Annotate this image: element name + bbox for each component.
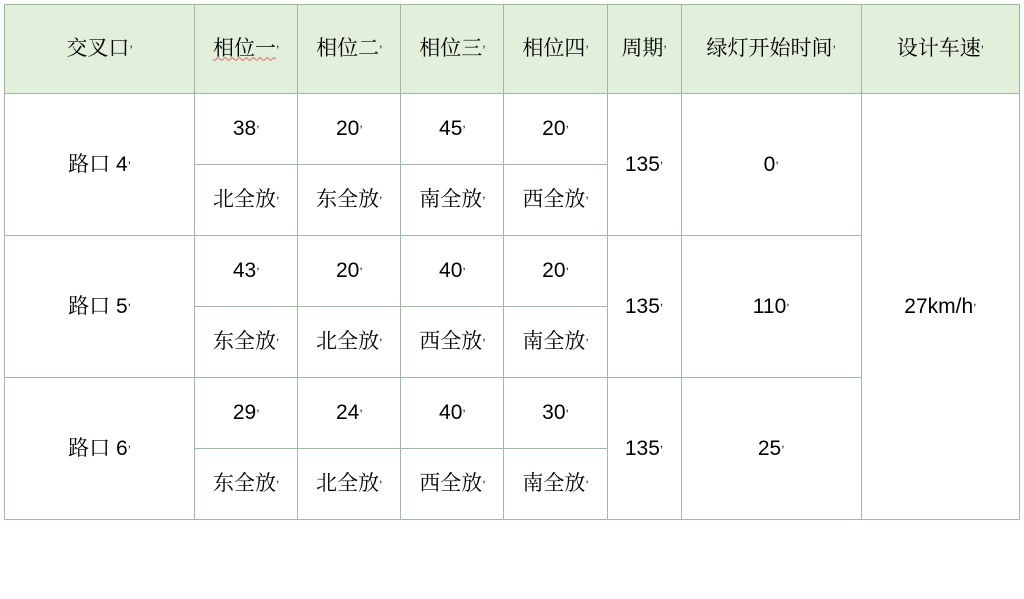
comma-mark: , [659, 435, 664, 450]
comma-mark: , [482, 36, 486, 51]
comma-mark: , [359, 258, 363, 273]
green-start-value: 110 [752, 294, 787, 318]
comma-mark: , [276, 187, 280, 202]
row-intersection-name [5, 94, 195, 236]
phase-direction-value: 南全放 [522, 472, 586, 496]
header-phase-4 [504, 5, 607, 94]
comma-mark: , [276, 329, 280, 344]
phase-duration-value: 24 [335, 401, 360, 425]
phase-duration-value: 30 [542, 401, 566, 425]
comma-mark: , [659, 293, 664, 308]
comma-mark: , [127, 435, 132, 450]
comma-mark: , [462, 400, 466, 415]
comma-mark: , [127, 151, 132, 166]
green-start-value: 25 [757, 436, 782, 460]
comma-mark: , [973, 293, 977, 308]
comma-mark: , [565, 258, 569, 273]
comma-mark: , [786, 293, 790, 308]
comma-mark: , [379, 471, 383, 486]
phase-direction [504, 449, 607, 520]
header-phase-1 [195, 5, 298, 94]
phase-direction-value: 西全放 [419, 472, 483, 496]
document-page [0, 4, 1024, 599]
phase-duration [401, 236, 504, 307]
phase-duration [504, 94, 607, 165]
phase-direction-value: 西全放 [522, 188, 586, 212]
intersection-label: 路口 5 [68, 294, 128, 318]
phase-duration [298, 94, 401, 165]
cycle-value: 135 [624, 294, 660, 318]
comma-mark: , [359, 116, 363, 131]
header-phase-2-label: 相位二 [316, 37, 380, 61]
comma-mark: , [565, 400, 569, 415]
comma-mark: , [256, 116, 260, 131]
phase-duration [504, 378, 607, 449]
comma-mark: , [832, 36, 836, 51]
phase-direction-value: 南全放 [419, 188, 483, 212]
header-phase-3 [401, 5, 504, 94]
phase-duration-value: 43 [232, 259, 257, 283]
comma-mark: , [585, 471, 589, 486]
green-start-value: 0 [763, 152, 776, 176]
phase-direction-value: 南全放 [522, 330, 586, 354]
phase-duration [504, 236, 607, 307]
comma-mark: , [256, 400, 260, 415]
phase-duration [298, 378, 401, 449]
phase-direction-value: 北全放 [316, 330, 380, 354]
header-cycle-label: 周期 [621, 37, 664, 61]
phase-direction-value: 北全放 [213, 188, 277, 212]
phase-duration [195, 236, 298, 307]
row-intersection-name [5, 378, 195, 520]
comma-mark: , [462, 258, 466, 273]
intersection-label: 路口 6 [68, 436, 128, 460]
comma-mark: , [482, 329, 486, 344]
phase-duration [401, 378, 504, 449]
phase-direction-value: 西全放 [419, 330, 483, 354]
phase-duration-value: 40 [439, 259, 463, 283]
comma-mark: , [585, 329, 589, 344]
table-row [5, 94, 1020, 165]
phase-duration-value: 38 [232, 117, 257, 141]
phase-direction [195, 449, 298, 520]
comma-mark: , [565, 116, 569, 131]
header-cycle [607, 5, 681, 94]
phase-duration [298, 236, 401, 307]
comma-mark: , [482, 187, 486, 202]
comma-mark: , [781, 435, 785, 450]
phase-direction [504, 307, 607, 378]
phase-direction [504, 165, 607, 236]
row-green-start [681, 94, 861, 236]
signal-timing-table [4, 4, 1020, 520]
phase-duration [195, 378, 298, 449]
header-design-speed-label: 设计车速 [896, 37, 981, 61]
phase-direction [298, 449, 401, 520]
row-intersection-name [5, 236, 195, 378]
comma-mark: , [276, 471, 280, 486]
comma-mark: , [127, 293, 132, 308]
header-intersection-label: 交叉口 [66, 37, 130, 61]
phase-direction [401, 449, 504, 520]
phase-duration-value: 29 [232, 401, 257, 425]
table-body [5, 94, 1020, 520]
row-green-start [681, 236, 861, 378]
phase-duration-value: 20 [542, 259, 566, 283]
header-phase-4-label: 相位四 [522, 37, 586, 61]
phase-duration [195, 94, 298, 165]
phase-direction-value: 东全放 [213, 330, 277, 354]
comma-mark: , [129, 36, 133, 51]
row-green-start [681, 378, 861, 520]
comma-mark: , [980, 36, 985, 51]
comma-mark: , [359, 400, 363, 415]
header-phase-3-label: 相位三 [419, 37, 483, 61]
phase-direction-value: 东全放 [213, 472, 277, 496]
header-phase-1-label: 相位一 [213, 37, 277, 61]
header-green-start [681, 5, 861, 94]
comma-mark: , [276, 36, 280, 51]
phase-direction [401, 307, 504, 378]
cycle-value: 135 [624, 436, 660, 460]
comma-mark: , [462, 116, 466, 131]
header-intersection [5, 5, 195, 94]
phase-direction [401, 165, 504, 236]
comma-mark: , [585, 36, 589, 51]
phase-direction-value: 东全放 [316, 188, 380, 212]
phase-direction-value: 北全放 [316, 472, 380, 496]
comma-mark: , [482, 471, 486, 486]
phase-duration [401, 94, 504, 165]
phase-direction [298, 307, 401, 378]
comma-mark: , [585, 187, 589, 202]
phase-duration-value: 20 [335, 117, 360, 141]
table-header [5, 5, 1020, 94]
comma-mark: , [379, 36, 383, 51]
header-phase-2 [298, 5, 401, 94]
cycle-value: 135 [624, 152, 660, 176]
phase-duration-value: 40 [439, 401, 463, 425]
comma-mark: , [256, 258, 260, 273]
header-green-start-label: 绿灯开始时间 [706, 37, 833, 61]
design-speed-cell [861, 94, 1019, 520]
phase-duration-value: 45 [439, 117, 463, 141]
comma-mark: , [775, 151, 779, 166]
row-cycle [607, 378, 681, 520]
row-cycle [607, 236, 681, 378]
phase-duration-value: 20 [335, 259, 360, 283]
header-row [5, 5, 1020, 94]
comma-mark: , [659, 151, 664, 166]
phase-duration-value: 20 [542, 117, 566, 141]
phase-direction [195, 165, 298, 236]
row-cycle [607, 94, 681, 236]
comma-mark: , [379, 187, 383, 202]
intersection-label: 路口 4 [68, 152, 128, 176]
comma-mark: , [663, 36, 667, 51]
comma-mark: , [379, 329, 383, 344]
phase-direction [195, 307, 298, 378]
phase-direction [298, 165, 401, 236]
design-speed-value: 27km/h [904, 294, 974, 318]
header-design-speed [861, 5, 1019, 94]
